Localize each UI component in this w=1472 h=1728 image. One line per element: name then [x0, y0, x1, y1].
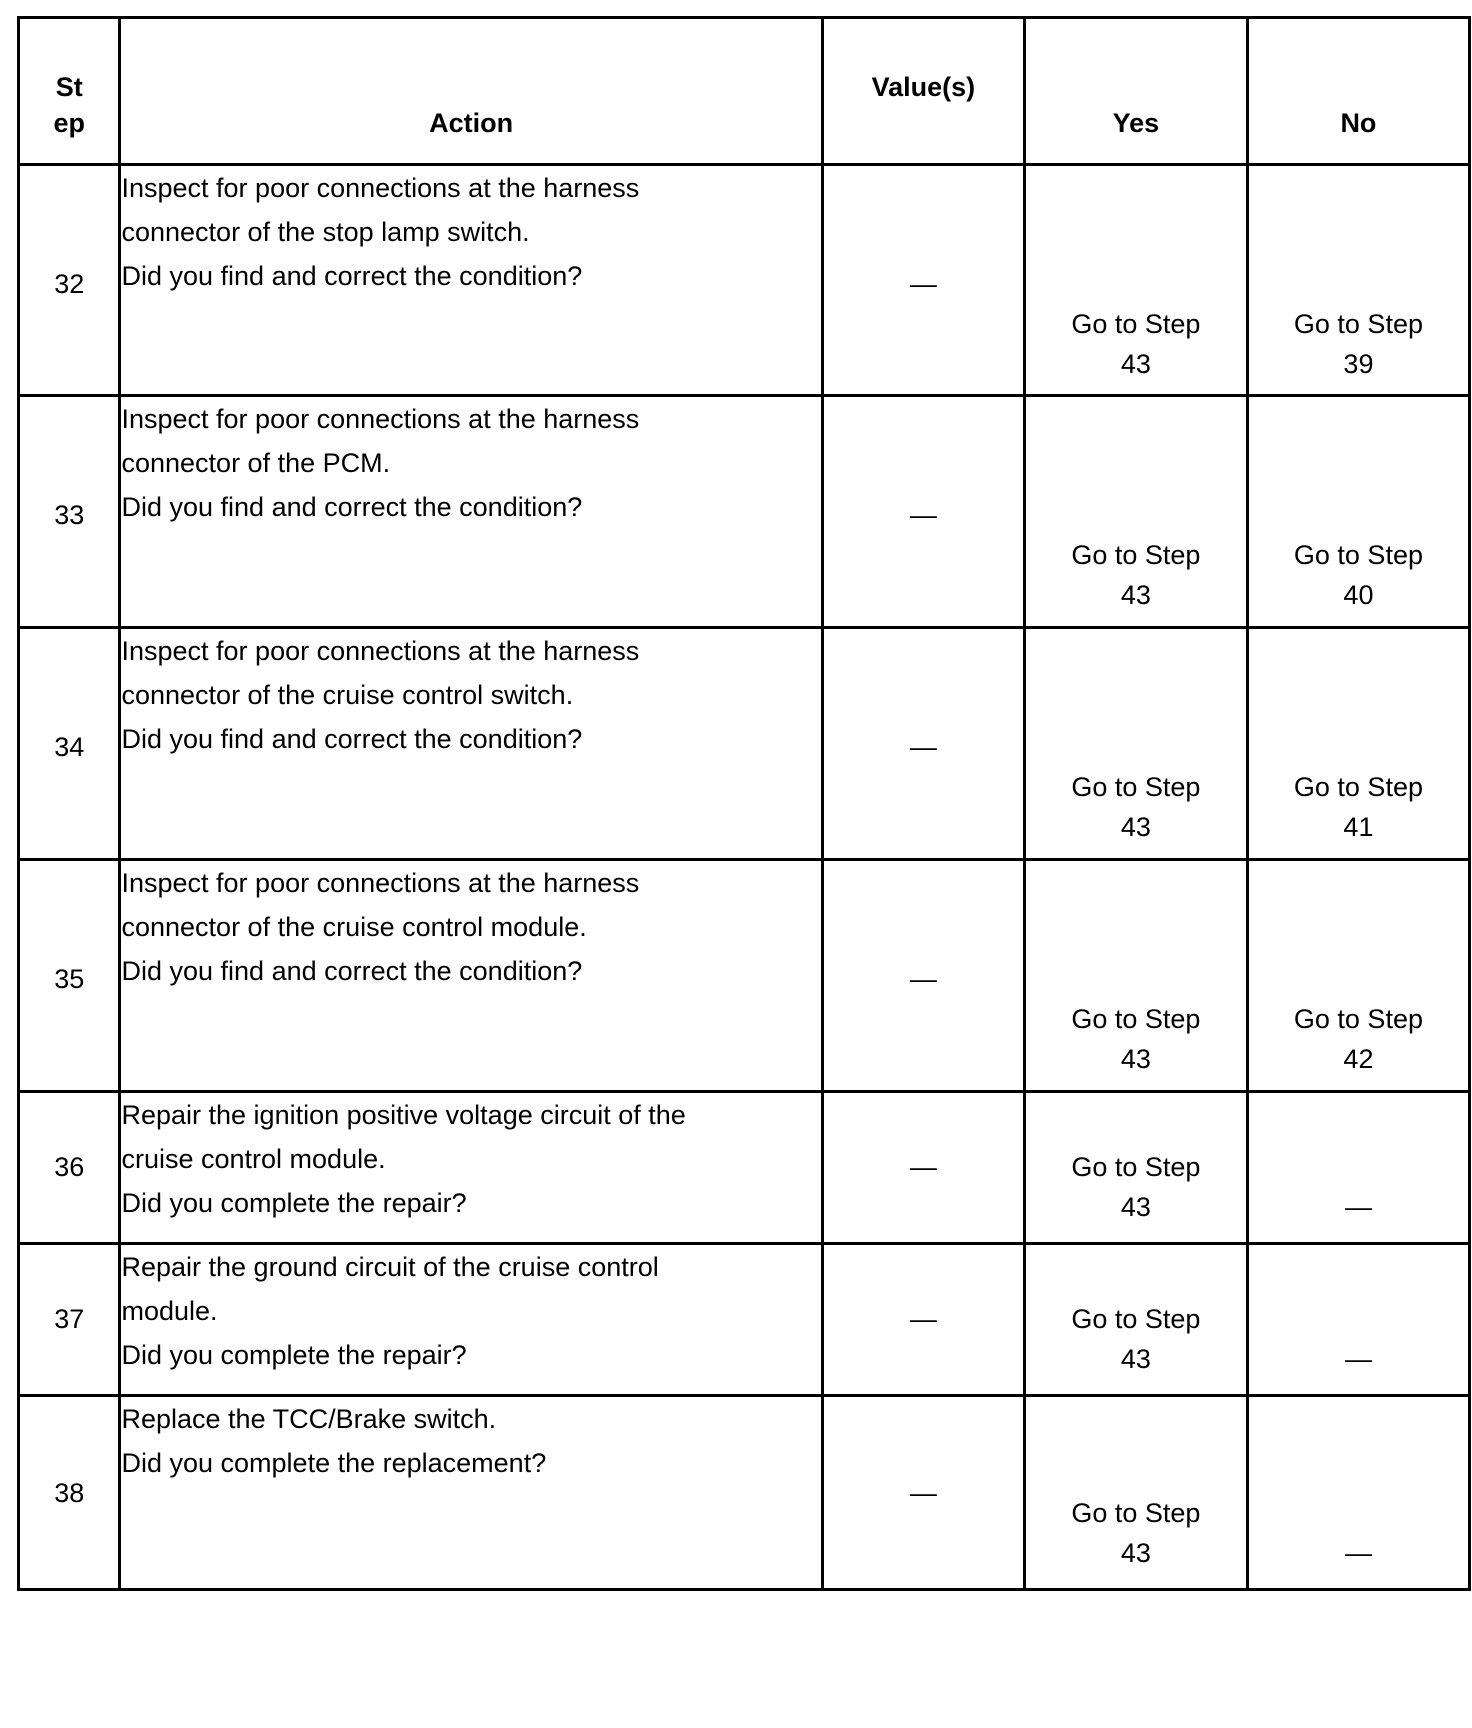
action-text-line: Repair the ground circuit of the cruise control: [121, 1252, 659, 1282]
no-cell: [1247, 1092, 1469, 1244]
header-yes: [1024, 18, 1247, 165]
no-cell: [1247, 1244, 1469, 1396]
no-text: Go to Step: [1293, 1004, 1423, 1034]
value-text: —: [909, 269, 937, 299]
header-step-line2: ep: [53, 108, 85, 138]
no-text: —: [1344, 1192, 1372, 1222]
step-number: 36: [54, 1152, 85, 1182]
no-text: 40: [1343, 580, 1374, 610]
action-cell: [120, 860, 822, 1092]
value-text: —: [909, 1152, 937, 1182]
header-action: [120, 18, 822, 165]
action-cell: [120, 1092, 822, 1244]
yes-text: Go to Step: [1071, 772, 1201, 802]
action-text-line: Inspect for poor connections at the harness: [121, 636, 640, 666]
action-text-line: Did you find and correct the condition?: [121, 956, 583, 986]
action-text-line: Did you complete the replacement?: [121, 1448, 547, 1478]
value-text: —: [909, 964, 937, 994]
action-text-line: Repair the ignition positive voltage circuit of the: [121, 1100, 686, 1130]
no-cell: [1247, 396, 1469, 628]
step-number: 33: [54, 500, 85, 530]
action-text-line: Replace the TCC/Brake switch.: [121, 1404, 497, 1434]
step-cell: [19, 165, 120, 396]
no-text: —: [1344, 1344, 1372, 1374]
yes-text: Go to Step: [1071, 1152, 1201, 1182]
header-no: [1247, 18, 1469, 165]
table-row: [19, 396, 1470, 628]
action-text-line: connector of the PCM.: [121, 448, 391, 478]
no-cell: [1247, 628, 1469, 860]
value-text: —: [909, 1304, 937, 1334]
step-cell: [19, 860, 120, 1092]
yes-cell: [1024, 628, 1247, 860]
value-cell: [822, 1092, 1024, 1244]
table-row: [19, 1092, 1470, 1244]
yes-cell: [1024, 1396, 1247, 1590]
header-values-label: Value(s): [871, 72, 976, 102]
no-cell: [1247, 860, 1469, 1092]
header-step-line1: St: [55, 72, 83, 102]
table-row: [19, 1396, 1470, 1590]
value-cell: [822, 1396, 1024, 1590]
action-text-line: Inspect for poor connections at the harness: [121, 173, 640, 203]
header-yes-label: Yes: [1112, 108, 1160, 138]
value-text: —: [909, 732, 937, 762]
step-cell: [19, 1244, 120, 1396]
yes-text: 43: [1120, 1192, 1151, 1222]
no-text: —: [1344, 1538, 1372, 1568]
no-cell: [1247, 165, 1469, 396]
yes-text: Go to Step: [1071, 1004, 1201, 1034]
yes-text: Go to Step: [1071, 1498, 1201, 1528]
action-text-line: connector of the cruise control switch.: [121, 680, 574, 710]
no-text: 41: [1343, 812, 1374, 842]
yes-cell: [1024, 396, 1247, 628]
table-row: [19, 628, 1470, 860]
action-text-line: Did you complete the repair?: [121, 1340, 467, 1370]
value-cell: [822, 396, 1024, 628]
step-cell: [19, 1396, 120, 1590]
value-cell: [822, 628, 1024, 860]
no-cell: [1247, 1396, 1469, 1590]
yes-text: 43: [1120, 580, 1151, 610]
action-text-line: connector of the stop lamp switch.: [121, 217, 530, 247]
header-step: [19, 18, 120, 165]
action-text-line: module.: [121, 1296, 218, 1326]
step-number: 32: [54, 269, 85, 299]
action-text-line: cruise control module.: [121, 1144, 386, 1174]
action-text-line: Did you find and correct the condition?: [121, 261, 583, 291]
table-row: [19, 1244, 1470, 1396]
header-action-label: Action: [429, 108, 514, 138]
yes-text: 43: [1120, 812, 1151, 842]
step-number: 38: [54, 1478, 85, 1508]
value-cell: [822, 165, 1024, 396]
yes-text: 43: [1120, 1538, 1151, 1568]
step-number: 35: [54, 964, 85, 994]
action-text-line: Inspect for poor connections at the harness: [121, 868, 640, 898]
action-cell: [120, 165, 822, 396]
yes-text: 43: [1120, 349, 1151, 379]
action-text-line: Inspect for poor connections at the harness: [121, 404, 640, 434]
no-text: Go to Step: [1293, 540, 1423, 570]
diagnostic-table: [17, 16, 1471, 1591]
yes-cell: [1024, 165, 1247, 396]
yes-cell: [1024, 1244, 1247, 1396]
no-text: Go to Step: [1293, 309, 1423, 339]
header-row: [19, 18, 1470, 165]
table-row: [19, 165, 1470, 396]
no-text: 42: [1343, 1044, 1374, 1074]
value-cell: [822, 860, 1024, 1092]
yes-cell: [1024, 860, 1247, 1092]
yes-text: 43: [1120, 1044, 1151, 1074]
no-text: 39: [1343, 349, 1374, 379]
action-cell: [120, 396, 822, 628]
action-cell: [120, 628, 822, 860]
no-text: Go to Step: [1293, 772, 1423, 802]
yes-text: Go to Step: [1071, 540, 1201, 570]
header-no-label: No: [1340, 108, 1377, 138]
value-text: —: [909, 1478, 937, 1508]
table-row: [19, 860, 1470, 1092]
yes-cell: [1024, 1092, 1247, 1244]
value-cell: [822, 1244, 1024, 1396]
action-text-line: connector of the cruise control module.: [121, 912, 587, 942]
header-values: [822, 18, 1024, 165]
action-text-line: Did you complete the repair?: [121, 1188, 467, 1218]
yes-text: Go to Step: [1071, 1304, 1201, 1334]
step-cell: [19, 1092, 120, 1244]
step-number: 37: [54, 1304, 85, 1334]
action-cell: [120, 1396, 822, 1590]
action-cell: [120, 1244, 822, 1396]
action-text-line: Did you find and correct the condition?: [121, 492, 583, 522]
step-cell: [19, 628, 120, 860]
yes-text: 43: [1120, 1344, 1151, 1374]
step-number: 34: [54, 732, 85, 762]
step-cell: [19, 396, 120, 628]
yes-text: Go to Step: [1071, 309, 1201, 339]
action-text-line: Did you find and correct the condition?: [121, 724, 583, 754]
value-text: —: [909, 500, 937, 530]
